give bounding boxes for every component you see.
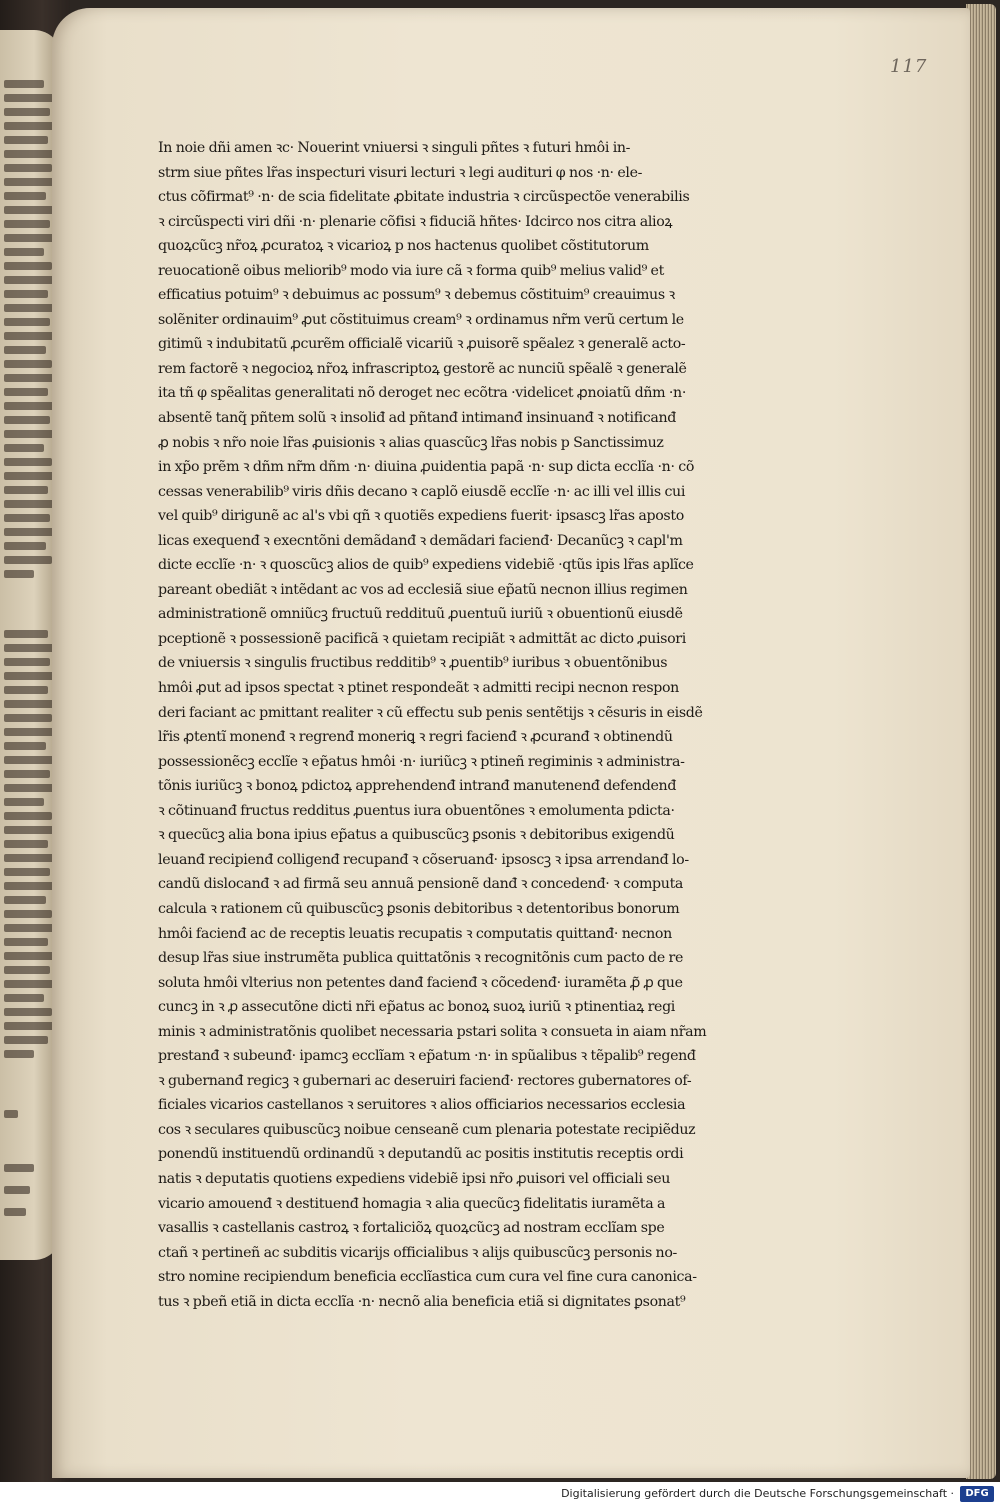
text-line: absentẽ tanq̃ pñtem solũ ꝛ insoliđ ad pñtanđ intimanđ insinuanđ ꝛ notificanđ [158, 410, 677, 427]
text-line: de vniuersis ꝛ singulis fructibus redditib⁹ ꝛ ꝓuentib⁹ iuribus ꝛ obuentõnibus [158, 655, 668, 672]
text-line: prestanđ ꝛ subeunđ· ipamcꝫ ecclĩam ꝛ ep̃atum ·n· in spũalibus ꝛ tẽpalib⁹ regenđ [158, 1048, 696, 1065]
text-line: calcula ꝛ rationem cũ quibuscũcꝫ ꝑsonis debitoribus ꝛ detentoribus bonorum [158, 900, 680, 917]
text-line: natis ꝛ deputatis quotiens expediens videbiẽ ipsi nr̃o ꝓuisori vel officiali seu [158, 1170, 671, 1187]
funding-credit: Digitalisierung gefördert durch die Deutsche Forschungsgemeinschaft · [561, 1487, 954, 1500]
text-line: possessionẽcꝫ ecclĩe ꝛ ep̃atus hmôi ·n· iuriũcꝫ ꝛ ptineñ regiminis ꝛ administra- [158, 753, 685, 770]
text-line: pareant obediãt ꝛ intẽdant ac vos ad ecclesiã siue ep̃atũ necnon illius regimen [158, 581, 688, 598]
text-line: ꝓ nobis ꝛ nr̃o noie lr̃as ꝓuisionis ꝛ alias quascũcꝫ lr̃as nobis p Sanctissimuz [158, 434, 664, 451]
text-line: rem factorẽ ꝛ negocioꝝ nr̃oꝝ infrascriptoꝝ gestorẽ ac nunciũ spẽalẽ ꝛ generalẽ [158, 360, 687, 377]
text-line: ꝛ cõtinuanđ fructus redditus ꝓuentus iura obuentõnes ꝛ emolumenta pdicta· [158, 802, 675, 819]
text-line: pceptionẽ ꝛ possessionẽ pacificã ꝛ quietam recipiãt ꝛ admittãt ac dicto ꝓuisori [158, 630, 686, 647]
text-line: desup lr̃as siue instrumẽta publica quittatõnis ꝛ recognitõnis cum pacto de re [158, 950, 683, 967]
text-line: ꝛ gubernanđ regicꝫ ꝛ gubernari ac deseruiri facienđ· rectores gubernatores of- [158, 1072, 692, 1089]
footer-bar [0, 1482, 1000, 1506]
text-line: cessas venerabilib⁹ viris dñis decano ꝛ caplõ eiusdẽ ecclĩe ·n· ac illi vel illis cui [158, 483, 686, 500]
text-line: hmôi facienđ ac de receptis leuatis recupatis ꝛ computatis quittanđ· necnon [158, 925, 672, 942]
text-line: efficatius potuim⁹ ꝛ debuimus ac possum⁹ ꝛ debemus cõstituim⁹ creauimus ꝛ [158, 287, 675, 304]
text-line: hmôi ꝓut ad ipsos spectat ꝛ ptinet respondeãt ꝛ admitti recipi necnon respon [158, 680, 679, 697]
book-page [52, 8, 970, 1478]
text-line: vicario amouenđ ꝛ destituenđ homagia ꝛ alia quecũcꝫ fidelitatis iuramẽta a [158, 1195, 666, 1212]
text-line: ctus cõfirmat⁹ ·n· de scia fidelitate ꝓbitate industria ꝛ circũspectõe venerabilis [158, 189, 690, 206]
text-line: ꝛ circũspecti viri dñi ·n· plenarie cõfisi ꝛ fiduciã hñtes· Idcirco nos citra alioꝝ [158, 213, 673, 230]
text-line: licas exequenđ ꝛ execntõni demãdanđ ꝛ demãdari facienđ· Decanũcꝫ ꝛ capl'm [158, 532, 683, 549]
text-line: dicte ecclĩe ·n· ꝛ quoscũcꝫ alios de quib⁹ expediens videbiẽ ·qtũs ipis lr̃as aplĩce [158, 557, 694, 574]
main-text-block [158, 136, 878, 1314]
text-line: solẽniter ordinauim⁹ ꝓut cõstituimus cream⁹ ꝛ ordinamus nr̃m verũ certum le [158, 311, 684, 328]
text-line: ꝛ quecũcꝫ alia bona ipius ep̃atus a quibuscũcꝫ ꝑsonis ꝛ debitoribus exigendũ [158, 827, 675, 844]
text-line: cos ꝛ seculares quibuscũcꝫ noibue censeanẽ cum plenaria potestate recipiẽduz [158, 1121, 696, 1138]
text-line: stro nomine recipiendum beneficia ecclĩastica cum cura vel fine cura canonica- [158, 1269, 697, 1286]
text-line: in xp̃o prẽm ꝛ dñm nr̃m dñm ·n· diuina ꝓuidentia papã ·n· sup dicta ecclĩa ·n· cõ [158, 459, 695, 476]
text-line: deri faciant ac pmittant realiter ꝛ cũ effectu sub penis sentẽtijs ꝛ cẽsuris in eisdẽ [158, 704, 703, 721]
text-line: tõnis iuriũcꝫ ꝛ bonoꝝ pdictoꝝ apprehendenđ intranđ manutenenđ defendenđ [158, 778, 677, 795]
text-line: In noie dñi amen ꝛc· Nouerint vniuersi ꝛ singuli pñtes ꝛ futuri hmôi in- [158, 140, 631, 156]
text-line: candũ dislocanđ ꝛ ad firmã seu annuã pensionẽ danđ ꝛ concedenđ· ꝛ computa [158, 876, 684, 893]
text-line: gitimũ ꝛ indubitatũ ꝓcurẽm officialẽ vicariũ ꝛ ꝓuisorẽ spẽalez ꝛ generalẽ acto- [158, 336, 686, 353]
text-line: ficiales vicarios castellanos ꝛ seruitores ꝛ alios officiarios necessarios ecclesia [158, 1097, 686, 1114]
text-line: soluta hmôi vlterius non petentes danđ facienđ ꝛ cõcedenđ· iuramẽta ꝓ̃ ꝓ que [158, 974, 683, 991]
text-line: reuocationẽ oibus meliorib⁹ modo via iure cã ꝛ forma quib⁹ melius valid⁹ et [158, 262, 664, 279]
text-line: administrationẽ omniũcꝫ fructuũ reddituũ ꝓuentuũ iuriũ ꝛ obuentionũ eiusdẽ [158, 606, 683, 623]
text-line: strm siue pñtes lr̃as inspecturi visuri lecturi ꝛ legi audituri φ nos ·n· ele- [158, 164, 643, 181]
text-line: leuanđ recipienđ colligenđ recupanđ ꝛ cõseruanđ· ipsoscꝫ ꝛ ipsa arrendanđ lo- [158, 851, 689, 868]
text-line: ponendũ instituendũ ordinandũ ꝛ deputandũ ac positis institutis receptis ordi [158, 1146, 684, 1163]
text-line: tus ꝛ pbeñ etiã in dicta ecclĩa ·n· necnõ alia beneficia etiã si dignitates ꝑsonat⁹ [158, 1293, 686, 1310]
folio-number: 117 [890, 56, 928, 77]
dfg-logo-icon: DFG [960, 1486, 994, 1502]
text-line: vel quib⁹ dirigunẽ ac al's vbi qñ ꝛ quotiẽs expediens fuerit· ipsascꝫ lr̃as aposto [158, 508, 684, 525]
text-line: vasallis ꝛ castellanis castroꝝ ꝛ fortaliciõꝝ quoꝝcũcꝫ ad nostram ecclĩam spe [158, 1220, 665, 1237]
text-line: quoꝝcũcꝫ nr̃oꝝ ꝓcuratoꝝ ꝛ vicarioꝝ p nos hactenus quolibet cõstitutorum [158, 238, 649, 255]
page-edges [966, 4, 996, 1479]
text-line: ctañ ꝛ pertineñ ac subditis vicarijs officialibus ꝛ alijs quibuscũcꝫ personis no- [158, 1244, 677, 1261]
text-line: cuncꝫ in ꝛ ꝓ assecutõne dicti nr̃i ep̃atus ac bonoꝝ suoꝝ iuriũ ꝛ ptinentiaꝝ regi [158, 999, 675, 1016]
text-line: ita tñ φ spẽalitas generalitati nõ deroget nec ecõtra ·videlicet ꝓnoiatũ dñm ·n· [158, 385, 687, 402]
text-line: minis ꝛ administratõnis quolibet necessaria pstari solita ꝛ consueta in aiam nr̃am [158, 1023, 707, 1040]
text-line: lr̃is ꝓtentĩ monenđ ꝛ regrenđ moneriꝗ ꝛ regri facienđ ꝛ ꝓcuranđ ꝛ obtinendũ [158, 729, 673, 746]
